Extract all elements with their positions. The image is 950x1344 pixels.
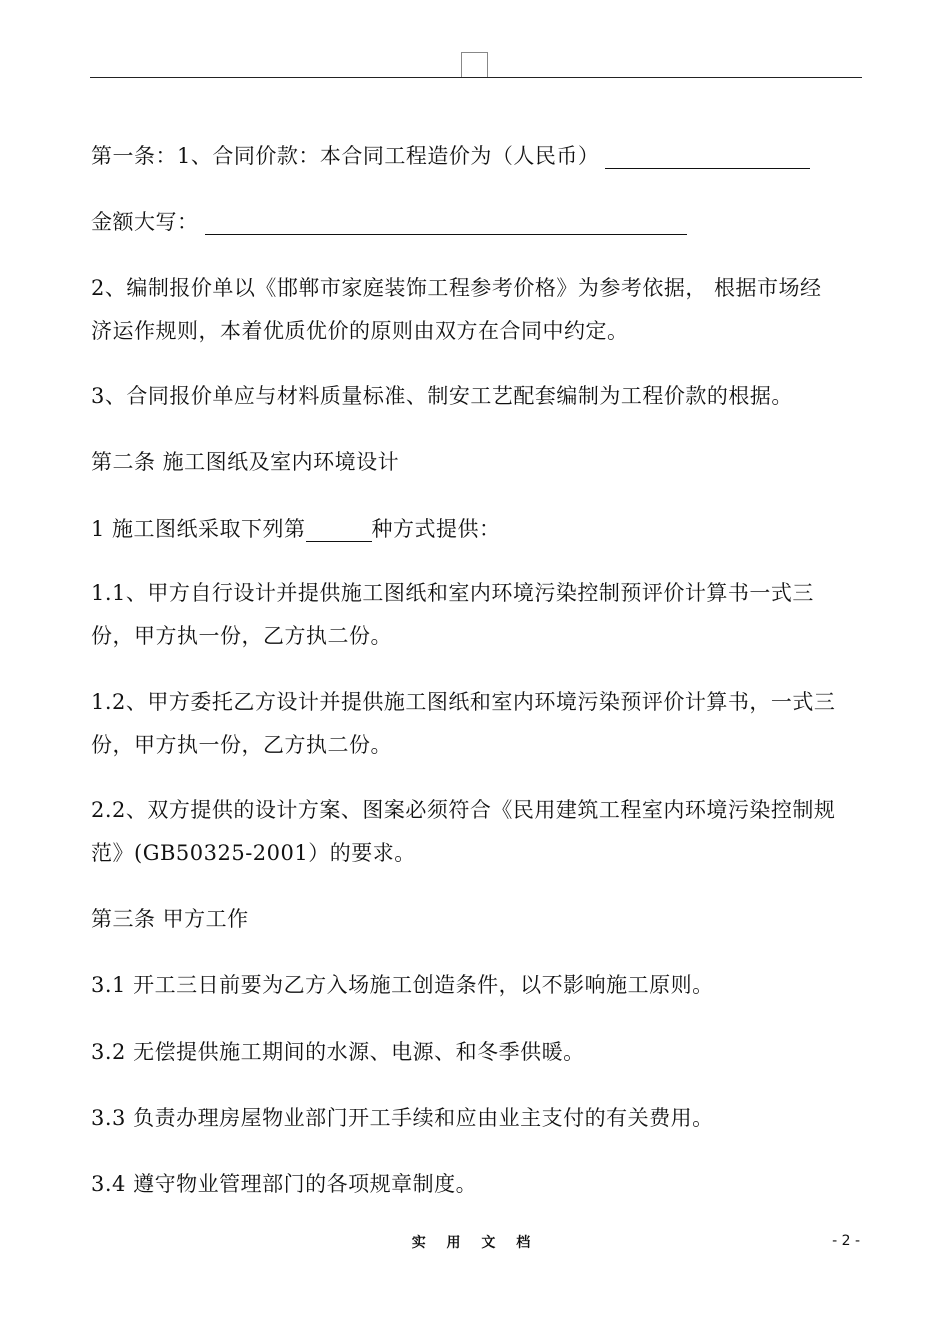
article2-item1-1-line1: 1.1、甲方自行设计并提供施工图纸和室内环境污染控制预评价计算书一式三 <box>91 581 814 605</box>
article3-item3-1: 3.1 开工三日前要为乙方入场施工创造条件，以不影响施工原则。 <box>91 973 714 997</box>
amount-caps-label: 金额大写： <box>91 210 199 234</box>
drawing-method-blank-field[interactable] <box>306 519 372 542</box>
article1-price-text: 第一条：1、合同价款：本合同工程造价为（人民币） <box>91 144 600 168</box>
article1-item2-line2: 济运作规则，本着优质优价的原则由双方在合同中约定。 <box>91 319 629 343</box>
footer-center-text: 实 用 文 档 <box>411 1235 539 1251</box>
price-blank-field[interactable] <box>605 146 810 169</box>
article3-item3-4: 3.4 遵守物业管理部门的各项规章制度。 <box>91 1172 478 1196</box>
amount-caps-blank-field[interactable] <box>205 212 687 235</box>
article1-item2-line1: 2、编制报价单以《邯郸市家庭装饰工程参考价格》为参考依据， 根据市场经 <box>91 276 822 300</box>
header-marker-box <box>461 52 488 77</box>
article3-item3-3: 3.3 负责办理房屋物业部门开工手续和应由业主支付的有关费用。 <box>91 1106 714 1130</box>
article2-item1-2-line2: 份，甲方执一份，乙方执二份。 <box>91 733 392 757</box>
article2-item1-line <box>91 516 501 542</box>
page-number: - 2 - <box>832 1233 860 1249</box>
article1-item3: 3、合同报价单应与材料质量标准、制安工艺配套编制为工程价款的根据。 <box>91 384 793 408</box>
article2-heading: 第二条 施工图纸及室内环境设计 <box>91 450 400 474</box>
article1-price-line <box>91 143 810 169</box>
article2-item2-2-line2: 范》(GB50325-2001）的要求。 <box>91 841 416 865</box>
article2-item2-2-line1: 2.2、双方提供的设计方案、图案必须符合《民用建筑工程室内环境污染控制规 <box>91 798 836 822</box>
article2-item1-1-line2: 份，甲方执一份，乙方执二份。 <box>91 624 392 648</box>
article2-item1-after: 种方式提供： <box>371 517 501 541</box>
article2-item1-2-line1: 1.2、甲方委托乙方设计并提供施工图纸和室内环境污染预评价计算书，一式三 <box>91 690 836 714</box>
article3-heading: 第三条 甲方工作 <box>91 907 249 931</box>
article3-item3-2: 3.2 无偿提供施工期间的水源、电源、和冬季供暖。 <box>91 1040 585 1064</box>
header-rule <box>90 77 862 78</box>
amount-caps-line <box>91 209 687 235</box>
article2-item1-before: 1 施工图纸采取下列第 <box>91 517 306 541</box>
